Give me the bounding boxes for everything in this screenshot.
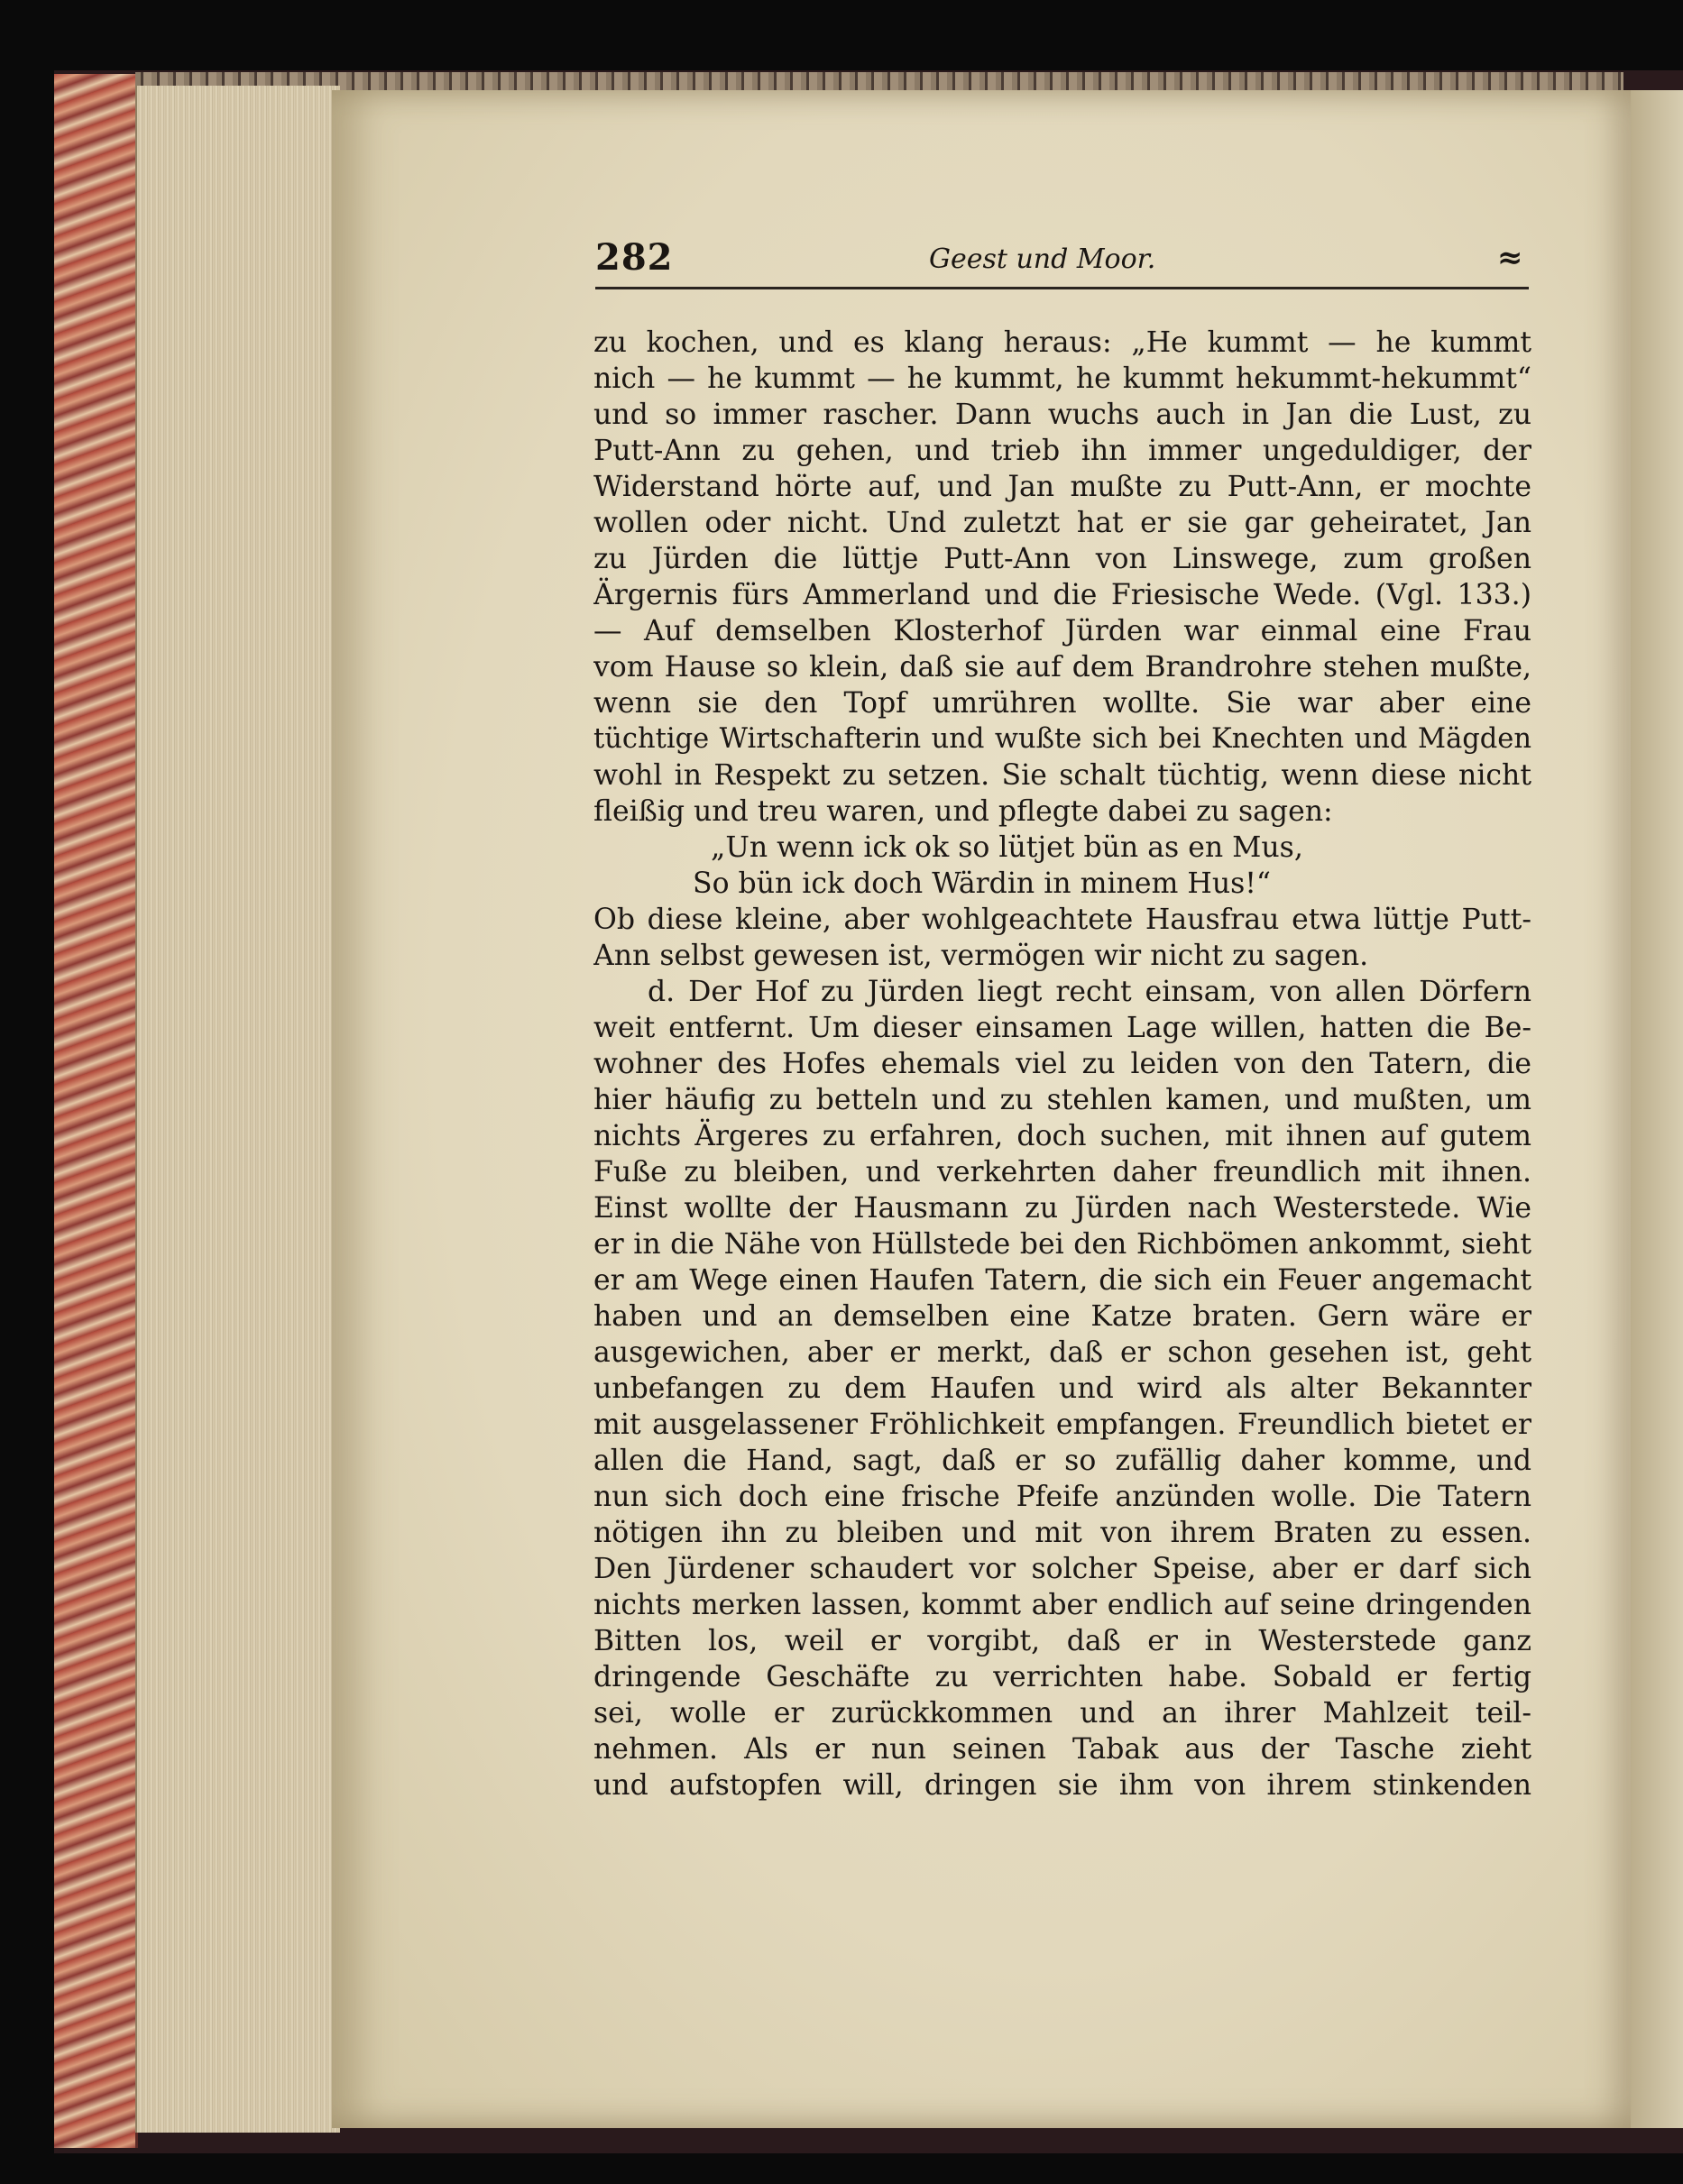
text-line: und aufstopfen will, dringen sie ihm von ihrem stinkenden xyxy=(593,1769,1531,1802)
text-line: wohl in Respekt zu setzen. Sie schalt tüchtig, wenn diese nicht xyxy=(593,759,1531,792)
text-line: hier häufig zu betteln und zu stehlen kamen, und mußten, um xyxy=(593,1084,1531,1116)
verse-line: „Un wenn ick ok so lütjet bün as en Mus, xyxy=(711,831,1303,864)
text-line: Putt-Ann zu gehen, und trieb ihn immer ungeduldiger, der xyxy=(593,435,1531,467)
text-line: vom Hause so klein, daß sie auf dem Brandrohre stehen mußte, xyxy=(593,651,1531,684)
page-number: 282 xyxy=(595,236,674,279)
text-line: wohner des Hofes ehemals viel zu leiden von den Tatern, die xyxy=(593,1048,1531,1080)
header-mark-icon: ≈ xyxy=(1497,240,1523,276)
page-header xyxy=(595,236,1529,290)
text-line: Widerstand hörte auf, und Jan mußte zu Putt-Ann, er mochte xyxy=(593,471,1531,503)
text-line: tüchtige Wirtschafterin und wußte sich bei Knechten und Mägden xyxy=(593,723,1531,755)
text-line: fleißig und treu waren, und pflegte dabei zu sagen: xyxy=(593,795,1333,828)
text-line: zu Jürden die lüttje Putt-Ann von Linswege, zum großen xyxy=(593,543,1531,575)
marbled-edge xyxy=(54,74,138,2148)
body-text xyxy=(593,325,1531,1803)
text-line: unbefangen zu dem Haufen und wird als alter Bekannter xyxy=(593,1372,1531,1405)
text-line: Einst wollte der Hausmann zu Jürden nach Westerstede. Wie xyxy=(593,1192,1531,1225)
text-line: er in die Nähe von Hüllstede bei den Richbömen ankommt, sieht xyxy=(593,1228,1531,1261)
running-title: Geest und Moor. xyxy=(929,243,1156,275)
text-line: allen die Hand, sagt, daß er so zufällig daher komme, und xyxy=(593,1445,1531,1477)
text-line: nehmen. Als er nun seinen Tabak aus der Tasche zieht xyxy=(593,1733,1531,1766)
text-line: nichts merken lassen, kommt aber endlich auf seine dringenden xyxy=(593,1589,1531,1621)
text-line: Fuße zu bleiben, und verkehrten daher freundlich mit ihnen. xyxy=(593,1156,1531,1188)
text-line: haben und an demselben eine Katze braten. Gern wäre er xyxy=(593,1300,1531,1333)
text-line: und so immer rascher. Dann wuchs auch in Jan die Lust, zu xyxy=(593,399,1531,431)
verse-line: So bün ick doch Wärdin in minem Hus!“ xyxy=(693,867,1272,900)
text-line: nichts Ärgeres zu erfahren, doch suchen, mit ihnen auf gutem xyxy=(593,1120,1531,1152)
text-line: Den Jürdener schaudert vor solcher Speise, aber er darf sich xyxy=(593,1553,1531,1585)
text-line: — Auf demselben Klosterhof Jürden war einmal eine Frau xyxy=(593,615,1531,647)
facing-page-edge xyxy=(1623,90,1683,2128)
text-line: wenn sie den Topf umrühren wollte. Sie war aber eine xyxy=(593,687,1531,720)
text-line: Bitten los, weil er vorgibt, daß er in Westerstede ganz xyxy=(593,1625,1531,1657)
header-rule xyxy=(595,287,1529,289)
text-line: nun sich doch eine frische Pfeife anzünden wolle. Die Tatern xyxy=(593,1481,1531,1513)
text-line: Ann selbst gewesen ist, vermögen wir nicht zu sagen. xyxy=(593,940,1369,972)
text-line: wollen oder nicht. Und zuletzt hat er sie gar geheiratet, Jan xyxy=(593,507,1531,539)
text-line: Ob diese kleine, aber wohlgeachtete Hausfrau etwa lüttje Putt- xyxy=(593,904,1531,936)
text-line: nötigen ihn zu bleiben und mit von ihrem Braten zu essen. xyxy=(593,1517,1531,1549)
text-line: er am Wege einen Haufen Tatern, die sich ein Feuer angemacht xyxy=(593,1264,1531,1297)
text-line: Ärgernis fürs Ammerland und die Friesische Wede. (Vgl. 133.) xyxy=(593,579,1531,611)
text-line: sei, wolle er zurückkommen und an ihrer Mahlzeit teil- xyxy=(593,1697,1531,1730)
text-line: nich — he kummt — he kummt, he kummt hekummt-hekummt“ xyxy=(593,362,1531,395)
text-line: weit entfernt. Um dieser einsamen Lage willen, hatten die Be- xyxy=(593,1012,1531,1044)
text-line: dringende Geschäfte zu verrichten habe. Sobald er fertig xyxy=(593,1661,1531,1693)
page-edges xyxy=(135,86,340,2133)
text-line: ausgewichen, aber er merkt, daß er schon gesehen ist, geht xyxy=(593,1336,1531,1369)
text-line: mit ausgelassener Fröhlichkeit empfangen. Freundlich bietet er xyxy=(593,1409,1531,1441)
text-line: zu kochen, und es klang heraus: „He kummt — he kummt xyxy=(593,326,1531,359)
paragraph-start-line: d. Der Hof zu Jürden liegt recht einsam, von allen Dörfern xyxy=(648,976,1531,1008)
